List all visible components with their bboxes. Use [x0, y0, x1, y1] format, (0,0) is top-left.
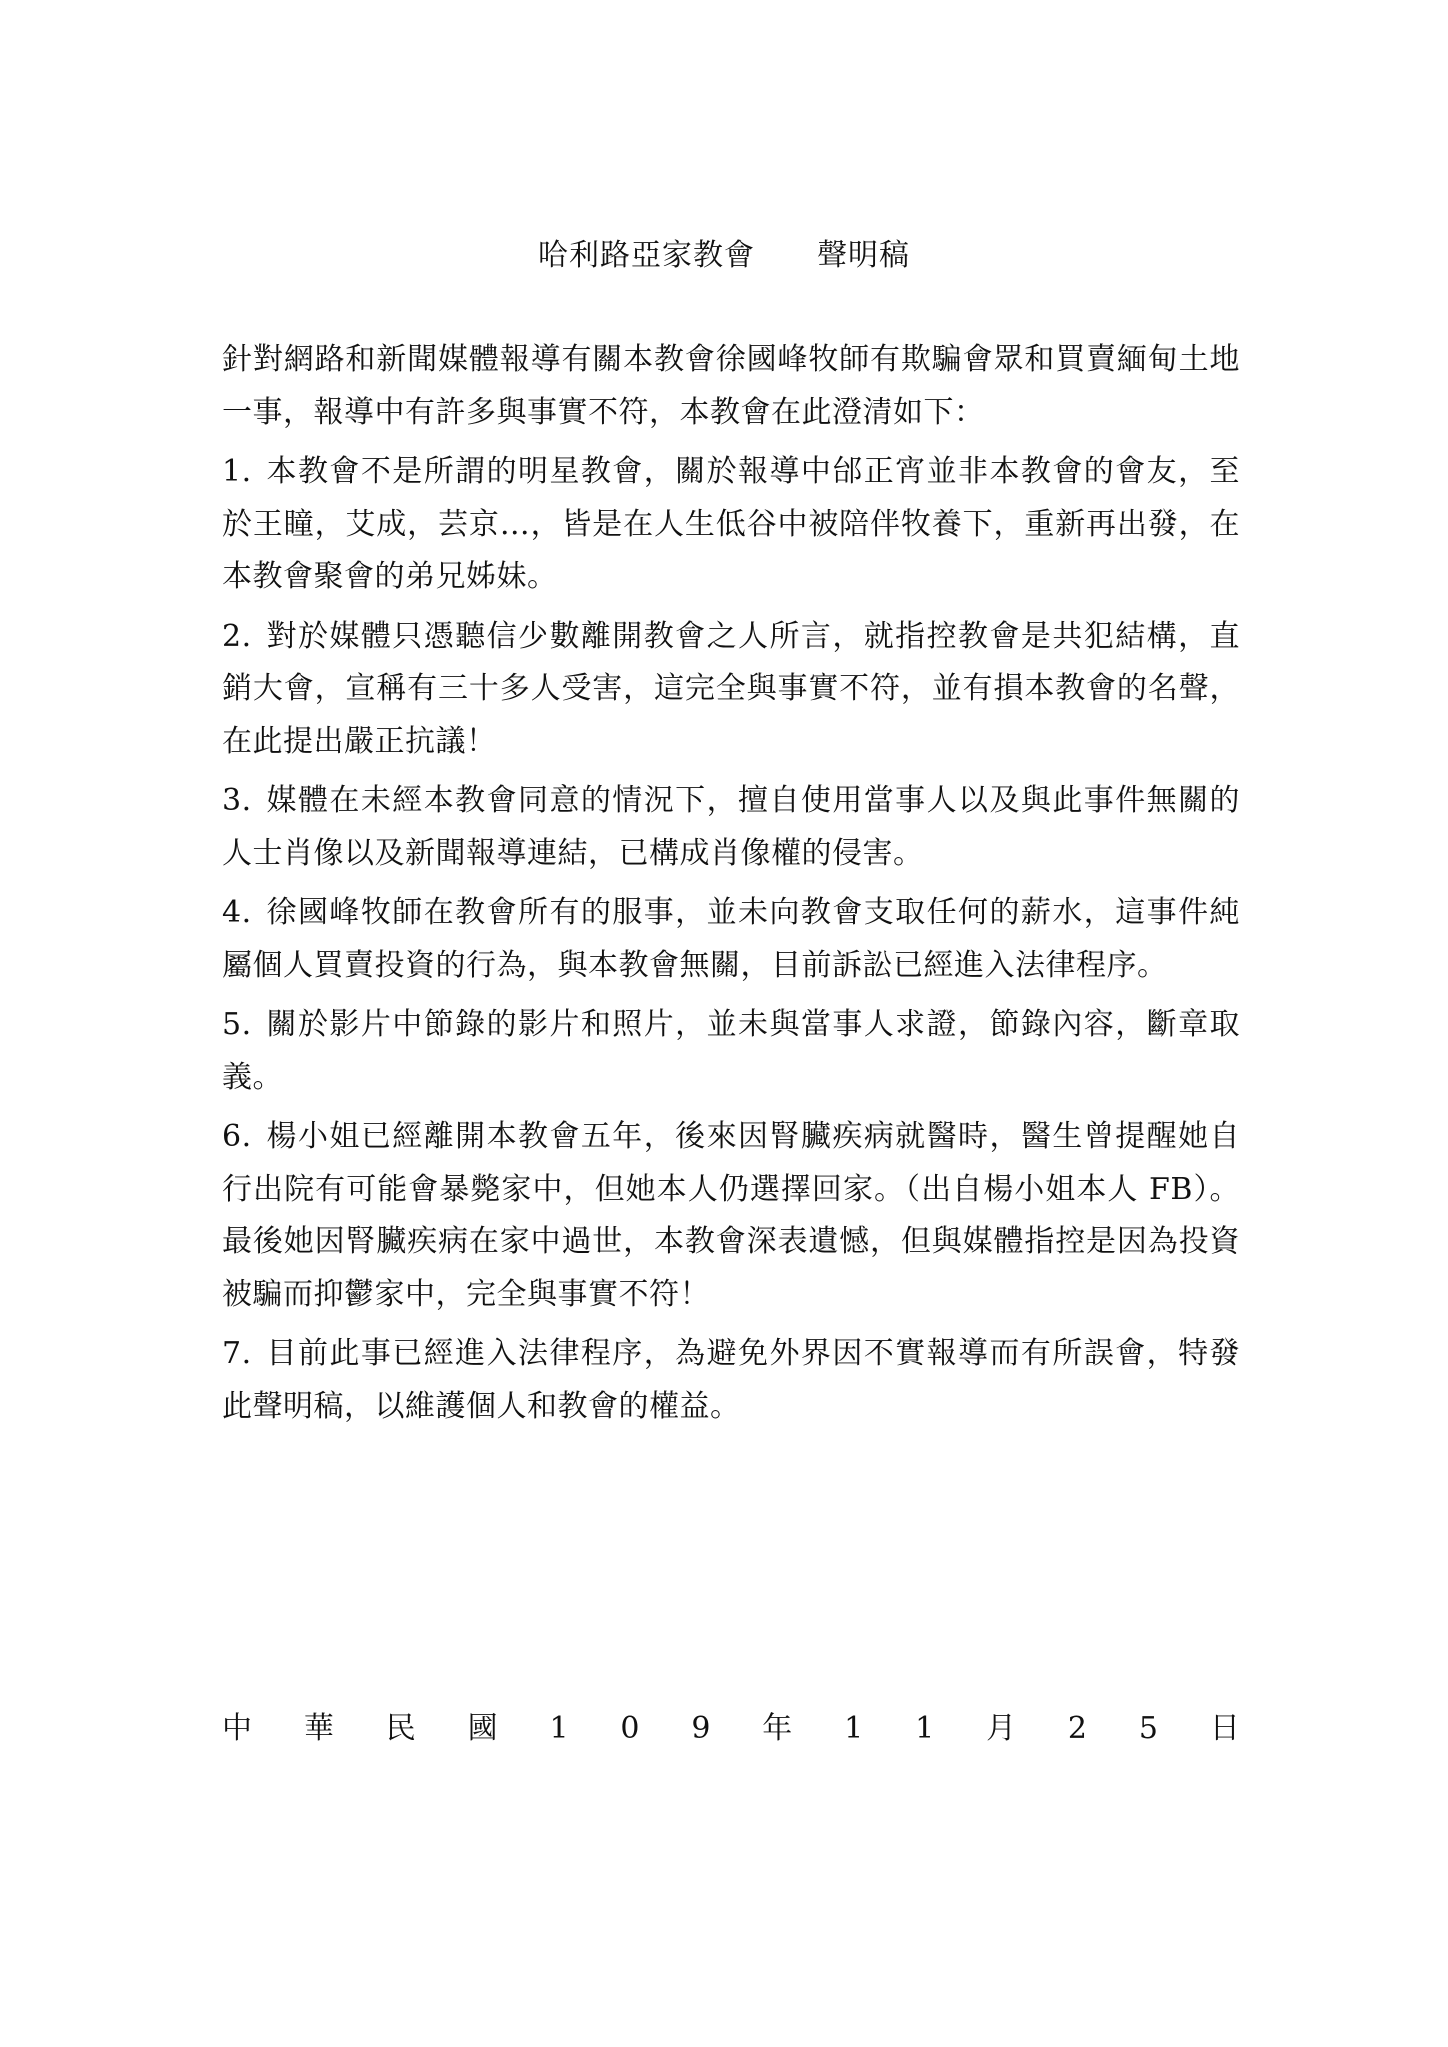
item-text: 關於影片中節錄的影片和照片，並未與當事人求證，節錄內容，斷章取義。 — [222, 1007, 1240, 1095]
item-text: 本教會不是所謂的明星教會，關於報導中邰正宵並非本教會的會友，至於王瞳，艾成，芸京…，皆是在人生低谷中被陪伴牧養下，重新再出發，在本教會聚會的弟兄姊妹。 — [222, 454, 1240, 594]
statement-item-2 — [222, 611, 1240, 769]
item-number: 2. — [222, 618, 252, 654]
date-char: 民 — [385, 1711, 416, 1746]
statement-item-3 — [222, 775, 1240, 880]
date-char: 華 — [303, 1711, 334, 1746]
item-number: 6. — [222, 1119, 252, 1154]
statement-item-1 — [222, 446, 1240, 604]
item-text: 楊小姐已經離開本教會五年，後來因腎臟疾病就醫時，醫生曾提醒她自行出院有可能會暴斃家中，但她本人仍選擇回家。（出自楊小姐本人 FB）。最後她因腎臟疾病在家中過世，本教會深表遺憾，但與媒體指控是因為投資被騙而抑鬱家中，完全與事實不符！ — [222, 1119, 1240, 1312]
date-char: 年 — [762, 1711, 793, 1746]
statement-date — [222, 1705, 1240, 1753]
intro-paragraph: 針對網路和新聞媒體報導有關本教會徐國峰牧師有欺騙會眾和買賣緬甸土地一事，報導中有許多與事實不符，本教會在此澄清如下： — [222, 342, 1240, 430]
date-char: 2 — [1067, 1711, 1088, 1746]
item-number: 1. — [222, 454, 252, 489]
item-number: 3. — [222, 783, 252, 818]
date-char: 0 — [620, 1711, 640, 1746]
item-number: 7. — [222, 1336, 252, 1371]
document-title: 哈利路亞家教會 聲明稿 — [538, 238, 910, 273]
statement-body — [222, 334, 1240, 1440]
statement-item-6 — [222, 1111, 1240, 1321]
statement-item-4 — [222, 887, 1240, 992]
date-char: 1 — [549, 1711, 569, 1746]
item-text: 媒體在未經本教會同意的情況下，擅自使用當事人以及與此事件無關的人士肖像以及新聞報導連結，已構成肖像權的侵害。 — [222, 783, 1240, 871]
date-char: 1 — [915, 1711, 935, 1746]
date-char: 中 — [222, 1711, 252, 1746]
statement-item-7 — [222, 1328, 1240, 1433]
date-char: 1 — [844, 1711, 864, 1746]
item-text: 目前此事已經進入法律程序，為避免外界因不實報導而有所誤會，特發此聲明稿，以維護個人和教會的權益。 — [222, 1336, 1240, 1424]
date-char: 國 — [467, 1711, 498, 1746]
date-char: 月 — [986, 1711, 1017, 1746]
item-text: 徐國峰牧師在教會所有的服事，並未向教會支取任何的薪水，這事件純屬個人買賣投資的行為，與本教會無關，目前訴訟已經進入法律程序。 — [222, 895, 1240, 983]
item-text: 對於媒體只憑聽信少數離開教會之人所言，就指控教會是共犯結構，直銷大會，宣稱有三十多人受害，這完全與事實不符，並有損本教會的名聲，在此提出嚴正抗議！ — [222, 618, 1240, 759]
statement-item-5 — [222, 999, 1240, 1104]
item-number: 5. — [222, 1007, 252, 1042]
date-char: 9 — [691, 1711, 711, 1746]
date-char: 日 — [1209, 1711, 1240, 1746]
date-char: 5 — [1138, 1711, 1158, 1746]
item-number: 4. — [222, 895, 252, 930]
